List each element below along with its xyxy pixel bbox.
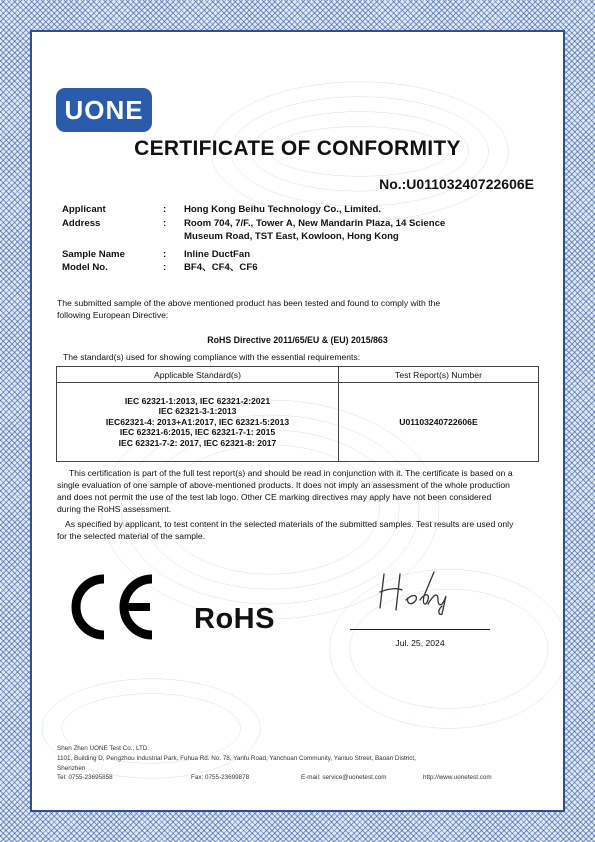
address-label: Address: [62, 217, 101, 229]
certification-note-line-4: during the RoHS assessment.: [57, 504, 172, 514]
footer-web: http://www.uonetest.com: [423, 774, 492, 781]
table-row: [57, 383, 539, 462]
footer-fax: Fax: 0755-23699878: [191, 774, 250, 781]
sample-name-value: Inline DuctFan: [184, 248, 251, 260]
applicant-note-line-1: As specified by applicant, to test content in the selected materials of the submitted samples. Test results are used only: [65, 519, 514, 529]
certificate-title: CERTIFICATE OF CONFORMITY: [134, 137, 461, 160]
address-row: [62, 217, 474, 231]
applicant-colon: :: [163, 204, 167, 215]
footer-contact: [57, 764, 527, 774]
certification-note-line-2: single evaluation of one sample of above-mentioned products. It does not imply an assessment of the whole production: [57, 480, 510, 490]
model-no-label: Model No.: [62, 262, 108, 273]
certificate-details: [62, 203, 474, 275]
signature-line: [350, 629, 490, 630]
certification-note: [57, 467, 542, 515]
certification-note-line-3: and does not permit the use of the test lab logo. Other CE marking directives may apply have not been considered: [57, 492, 492, 502]
uone-logo: [56, 88, 152, 132]
rohs-mark: RoHS: [194, 603, 275, 635]
standard-line: IEC 62321-6:2015, IEC 62321-7-1: 2015: [119, 427, 276, 438]
table-header-row: [57, 367, 539, 383]
applicant-note-line-2: for the selected material of the sample.: [57, 531, 206, 541]
report-number-cell: U01103240722606E: [339, 383, 539, 462]
standards-table: [56, 366, 539, 462]
model-no-colon: :: [163, 262, 167, 273]
footer-address-line-1: 1101, Building D, Pengzhou Industrial Park, Fuhua Rd. No. 78, Yanfu Road, Yanchuan Community, Yanluo Street, Baoan District,: [57, 755, 416, 762]
certificate-number: No.:U01103240722606E: [379, 176, 534, 192]
sample-name-label: Sample Name: [62, 248, 125, 260]
intro-line-2: following European Directive:: [57, 310, 169, 320]
standard-line: IEC62321-4: 2013+A1:2017, IEC 62321-5:2013: [105, 416, 290, 427]
applicant-row: [62, 203, 474, 217]
ce-mark-icon: [64, 573, 156, 641]
applicant-value: Hong Kong Beihu Technology Co., Limited.: [184, 204, 382, 215]
footer-tel: Tel: 0755-23695858: [57, 774, 113, 781]
footer-address-line-2: Shenzhen: [57, 765, 86, 772]
model-no-row: [62, 261, 474, 275]
standard-line: IEC 62321-3-1:2013: [158, 406, 237, 417]
signature-date: Jul. 25, 2024: [395, 638, 445, 648]
header-test-report-number: Test Report(s) Number: [339, 367, 539, 383]
applicant-note: [57, 518, 542, 542]
standards-intro: The standard(s) used for showing compliance with the essential requirements:: [63, 352, 361, 362]
signature-image: [376, 566, 456, 616]
footer: [57, 744, 527, 774]
footer-company: Shen Zhen UONE Test Co., LTD.: [57, 745, 150, 752]
address-row-2: [62, 230, 474, 244]
sample-name-row: [62, 248, 474, 262]
model-no-value: BF4、CF4、CF6: [184, 262, 258, 273]
intro-paragraph: [57, 297, 542, 321]
header-applicable-standards: Applicable Standard(s): [57, 367, 339, 383]
intro-line-1: The submitted sample of the above mentioned product has been tested and found to comply with the: [57, 298, 441, 308]
sample-name-colon: :: [163, 248, 167, 260]
footer-email: E-mail: service@uonetest.com: [301, 774, 387, 781]
applicant-label: Applicant: [62, 204, 106, 215]
logo-text: UONE: [64, 94, 144, 125]
standard-line: IEC 62321-7-2: 2017, IEC 62321-8: 2017: [118, 437, 277, 448]
address-line-2: Museum Road, TST East, Kowloon, Hong Kong: [184, 231, 399, 242]
standards-cell: [57, 383, 339, 462]
address-line-1: Room 704, 7/F., Tower A, New Mandarin Plaza, 14 Science: [184, 217, 446, 229]
directive-title: RoHS Directive 2011/65/EU & (EU) 2015/863: [207, 335, 388, 345]
certification-note-line-1: This certification is part of the full test report(s) and should be read in conjunction with it. The certificate is based on a: [69, 468, 513, 478]
standard-line: IEC 62321-1:2013, IEC 62321-2:2021: [124, 395, 271, 406]
address-colon: :: [163, 217, 167, 229]
